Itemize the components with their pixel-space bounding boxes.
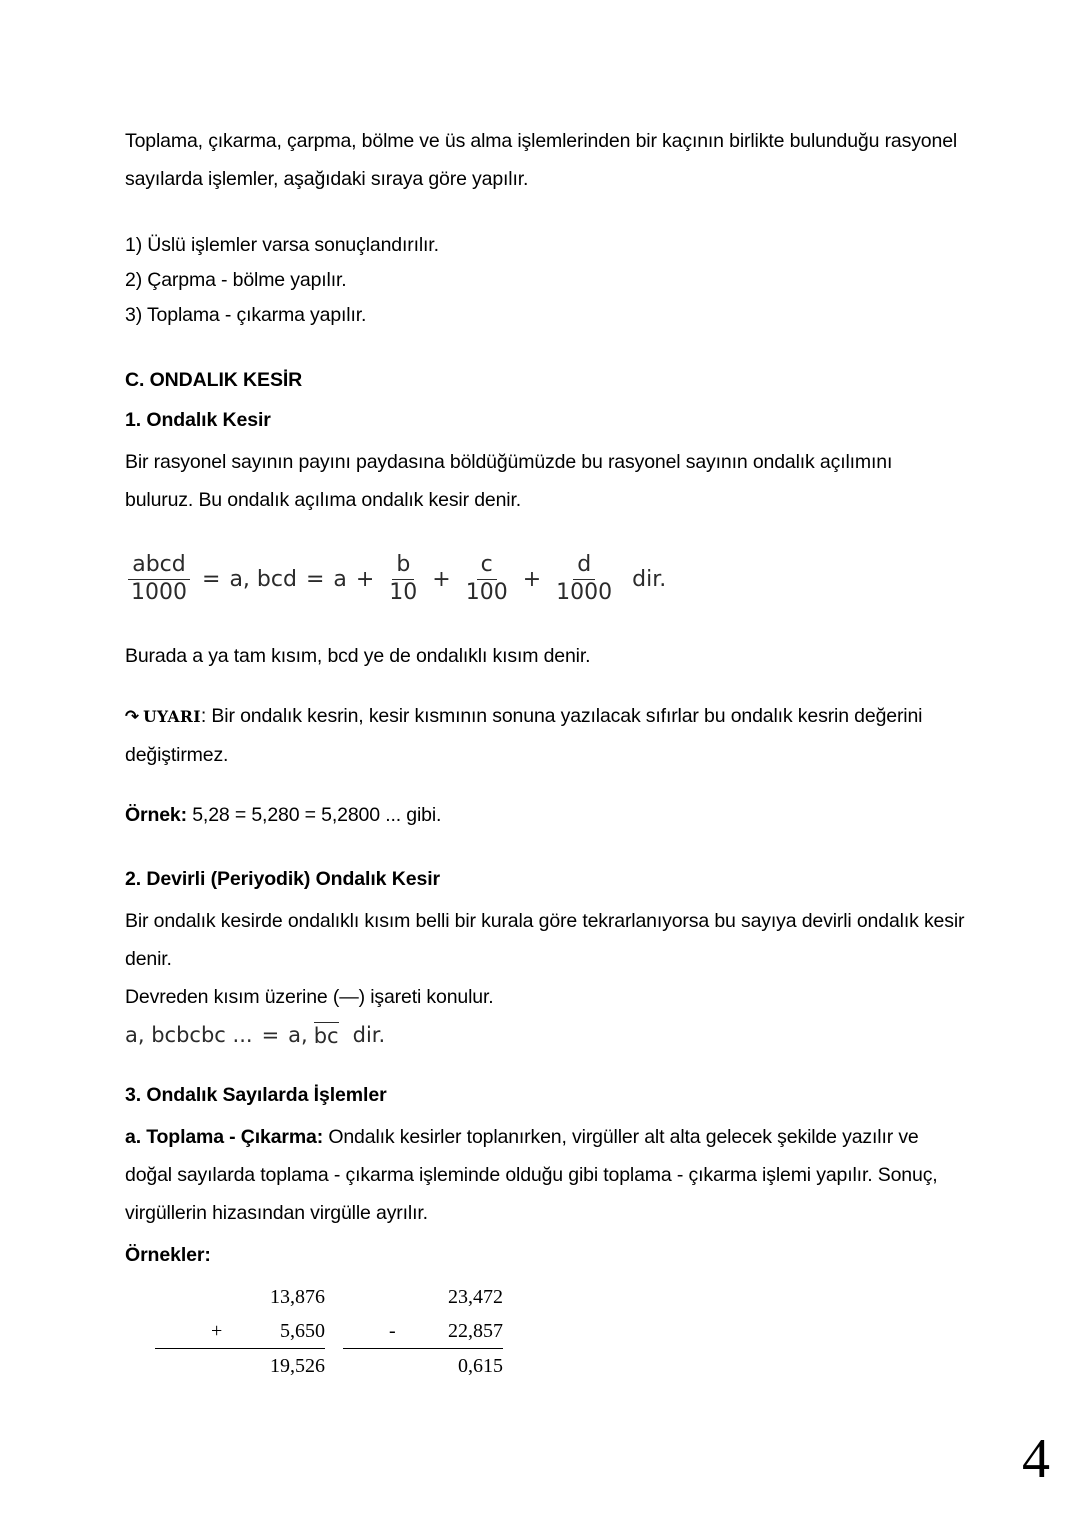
formula-suffix: dir. (352, 1023, 386, 1048)
intro-paragraph: Toplama, çıkarma, çarpma, bölme ve üs alma işlemlerinden bir kaçının birlikte bulunduğu rasyonel sayılarda işlemler, aşağıdaki sıraya göre yapılır. (125, 130, 958, 190)
ornek-label: Örnek: (125, 804, 187, 827)
hook-arrow-icon: ↶ (125, 707, 140, 728)
result-row (343, 1349, 503, 1383)
arithmetic-examples (125, 1280, 965, 1383)
toplama-cikarma-text: Ondalık kesirler toplanırken, virgüller alt alta gelecek şekilde yazılır ve doğal sayılarda toplama - çıkarma işleminde olduğu gibi toplama - çıkarma işlemi yapılır. Sonuç, virgüllerin hizasından virgülle ayrılır. (125, 1126, 938, 1225)
ordered-steps-list (125, 228, 965, 333)
operand-row (155, 1314, 325, 1349)
page-content (125, 122, 965, 1383)
spacer (125, 1048, 965, 1078)
spacer (125, 333, 965, 363)
formula-suffix: dir. (632, 566, 667, 592)
subtraction-result: 0,615 (458, 1355, 503, 1378)
decimal-form: a, bcd (229, 566, 297, 592)
list-item: 3) Toplama - çıkarma yapılır. (125, 304, 367, 326)
addition-result: 19,526 (270, 1355, 325, 1378)
ornek-text: 5,28 = 5,280 = 5,2800 ... gibi. (192, 804, 442, 827)
after-formula-paragraph: Burada a ya tam kısım, bcd ye de ondalıklı kısım denir. (125, 645, 591, 668)
section-heading-c: C. ONDALIK KESİR (125, 369, 303, 391)
addition-operand-1: 13,876 (270, 1286, 325, 1309)
addition-operand-2: 5,650 (280, 1320, 325, 1343)
plus-operator: + (211, 1320, 223, 1343)
operand-row (155, 1280, 325, 1314)
fraction-numerator: c (477, 553, 497, 580)
fraction-denominator: 100 (465, 579, 508, 605)
equals-sign: = (305, 566, 325, 592)
minus-operator: - (389, 1320, 396, 1343)
subtraction-operand-1: 23,472 (448, 1286, 503, 1309)
operand-row (343, 1280, 503, 1314)
subsection-heading-2: 2. Devirli (Periyodik) Ondalık Kesir (125, 868, 441, 891)
ondalik-kesir-paragraph: Bir rasyonel sayının payını paydasına böldüğümüzde bu rasyonel sayının ondalık açılımını buluruz. Bu ondalık açılıma ondalık kesir denir. (125, 451, 893, 511)
term-a: a (333, 566, 347, 592)
devirli-paragraph: Bir ondalık kesirde ondalıklı kısım belli bir kurala göre tekrarlanıyorsa bu sayıya devirli ondalık kesir denir. (125, 910, 965, 971)
list-item: 2) Çarpma - bölme yapılır. (125, 269, 347, 291)
fraction-d-1000 (552, 553, 616, 605)
spacer (125, 519, 965, 553)
spacer (125, 834, 965, 862)
page-number: 4 (1022, 1428, 1050, 1490)
result-row (155, 1349, 325, 1383)
fraction-denominator: 1000 (556, 579, 613, 605)
repeating-decimal-formula (125, 1022, 965, 1048)
equals-sign: = (202, 566, 221, 592)
spacer (125, 675, 965, 697)
uyari-separator: : (200, 705, 207, 728)
fraction-numerator: abcd (128, 553, 190, 580)
list-item: 1) Üslü işlemler varsa sonuçlandırılır. (125, 234, 439, 256)
examples-label: Örnekler: (125, 1244, 211, 1267)
fraction-numerator: d (573, 553, 595, 580)
plus-sign: + (432, 566, 451, 592)
fraction-b-10 (385, 553, 421, 605)
repeating-part-overline: bc (313, 1024, 339, 1049)
subtraction-operand-2: 22,857 (448, 1320, 503, 1343)
fraction-abcd-1000 (127, 553, 191, 605)
addition-example (155, 1280, 325, 1383)
uyari-text: Bir ondalık kesrin, kesir kısmının sonuna yazılacak sıfırlar bu ondalık kesrin değerini değiştirmez. (125, 705, 923, 767)
spacer (125, 198, 965, 228)
spacer (125, 605, 965, 637)
fraction-c-100 (462, 553, 512, 605)
repeating-right-prefix: a, (288, 1023, 308, 1048)
plus-sign: + (522, 566, 542, 592)
decimal-expansion-formula (125, 553, 965, 605)
toplama-cikarma-label: a. Toplama - Çıkarma: (125, 1126, 324, 1149)
fraction-denominator: 1000 (131, 579, 187, 605)
subsection-heading-1: 1. Ondalık Kesir (125, 409, 271, 431)
spacer (125, 774, 965, 796)
equals-sign: = (261, 1023, 280, 1048)
devreden-paragraph: Devreden kısım üzerine (—) işareti konulur. (125, 986, 494, 1009)
operand-row (343, 1314, 503, 1349)
toplama-cikarma-paragraph (125, 1118, 965, 1232)
fraction-numerator: b (392, 553, 414, 580)
plus-sign: + (355, 566, 375, 592)
uyari-label: UYARI (143, 707, 201, 727)
fraction-denominator: 10 (389, 579, 418, 605)
repeating-left: a, bcbcbc ... (125, 1023, 253, 1048)
subsection-heading-3: 3. Ondalık Sayılarda İşlemler (125, 1084, 387, 1107)
subtraction-example (343, 1280, 503, 1383)
ornek-line (125, 796, 965, 834)
uyari-note (125, 697, 965, 774)
